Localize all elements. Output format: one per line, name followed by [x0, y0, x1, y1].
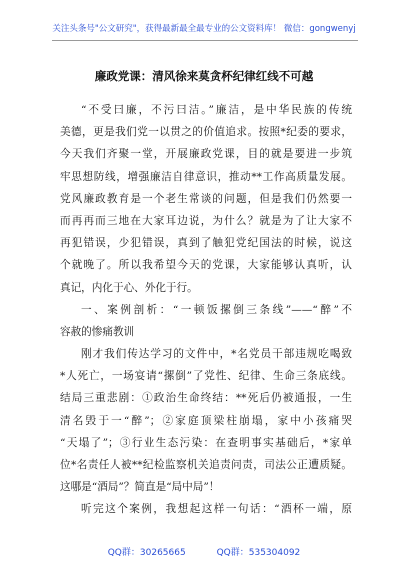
text-line: 容赦的惨痛教训 — [60, 325, 135, 338]
text-line: 刚才我们传达学习的文件中，*名党员干部违规吃喝致 — [81, 348, 352, 361]
text-line: “不受曰廉，不污曰洁。”廉洁，是中华民族的传统 — [81, 104, 352, 116]
text-line: 位*名责任人被**纪检监察机关追责问责，司法公正遭质疑。 — [60, 459, 352, 471]
text-line: 今天我们齐聚一堂，开展廉政党课，目的就是要进一步筑 — [60, 148, 352, 161]
text-line: 牢思想防线，增强廉洁自律意识，推动**工作高质量发展。 — [60, 170, 352, 183]
text-line: 结局三重悲剧：①政治生命终结：**死后仍被通报，一生 — [60, 392, 352, 405]
text-line: 清名毁于一“醉”；②家庭顶梁柱崩塌，家中小孩痛哭 — [60, 414, 352, 427]
text-line: 再犯错误，少犯错误，真到了触犯党纪国法的时候，说这 — [60, 237, 352, 250]
text-line: 真记，内化于心、外化于行。 — [60, 281, 198, 294]
text-line: *人死亡，一场宴请“摞倒”了党性、纪律、生命三条底线。 — [60, 370, 352, 383]
text-line: 一、案例剖析：“一顿饭摞倒三条线”——“醉”不 — [81, 303, 352, 316]
text-line: 这哪是“酒局”？简直是“局中局”！ — [60, 481, 220, 494]
qq-group-1: QQ群：30265665 — [107, 548, 186, 558]
document-body — [60, 99, 352, 521]
text-line: 而再再而三地在大家耳边说，为什么？就是为了让大家不 — [60, 214, 352, 227]
header-divider — [52, 40, 358, 41]
qq-group-2: QQ群：535304092 — [216, 548, 301, 558]
text-line: 听完这个案例，我想起这样一句话：“酒杯一端，原 — [81, 503, 352, 516]
document-title: 廉政党课：清风徐来莫贪杯纪律红线不可越 — [94, 69, 314, 83]
page-header: 关注头条号"公文研究"，获得最新最全最专业的公文资料库！ 微信：gongwenyj — [52, 24, 356, 34]
text-line: “天塌了”；③行业生态污染：在查明事实基础后，*家单 — [60, 436, 352, 449]
text-line: 党风廉政教育是一个老生常谈的问题，但是我们仍然要一 — [60, 192, 352, 205]
text-line: 美德，更是我们党一以贯之的价值追求。按照*纪委的要求， — [60, 126, 352, 139]
page-footer — [0, 545, 408, 558]
text-line: 个就晚了。所以我希望今天的党课，大家能够认真听，认 — [60, 259, 352, 272]
